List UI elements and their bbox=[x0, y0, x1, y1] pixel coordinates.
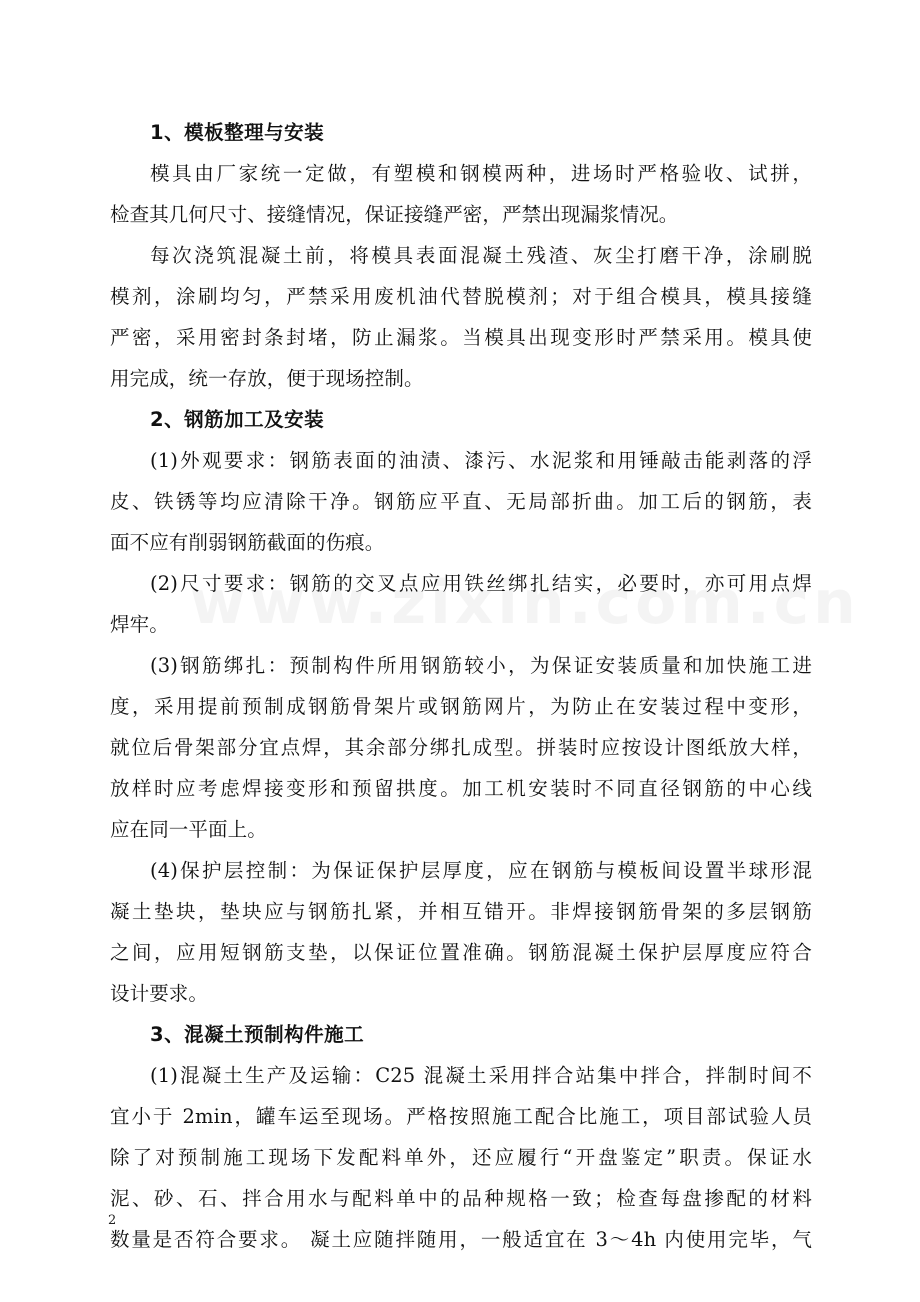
text-line: 用完成，统一存放，便于现场控制。 bbox=[110, 367, 424, 390]
text-line: 泥、砂、石、拌合用水与配料单中的品种规格一致；检查每盘掺配的材料 bbox=[110, 1187, 812, 1210]
text-line: 焊牢。 bbox=[110, 613, 169, 636]
text-line: (1)混凝土生产及运输：C25 混凝土采用拌合站集中拌合，拌制时间不 bbox=[150, 1064, 812, 1087]
text-line: 凝土垫块，垫块应与钢筋扎紧，并相互错开。非焊接钢筋骨架的多层钢筋 bbox=[110, 900, 812, 923]
text-line: (3)钢筋绑扎：预制构件所用钢筋较小，为保证安装质量和加快施工进 bbox=[150, 654, 812, 677]
page-number: 2 bbox=[108, 1213, 117, 1228]
paragraph bbox=[110, 645, 812, 850]
text-line: 除了对预制施工现场下发配料单外，还应履行“开盘鉴定”职责。保证水 bbox=[110, 1146, 812, 1169]
paragraph bbox=[110, 1055, 812, 1260]
text-line: 每次浇筑混凝土前，将模具表面混凝土残渣、灰尘打磨干净，涂刷脱 bbox=[150, 244, 812, 267]
text-line: (1)外观要求：钢筋表面的油渍、漆污、水泥浆和用锤敲击能剥落的浮 bbox=[150, 449, 812, 472]
section-heading-1: 1、模板整理与安装 bbox=[150, 121, 325, 144]
paragraph bbox=[110, 153, 812, 235]
text-line: 就位后骨架部分宜点焊，其余部分绑扎成型。拼装时应按设计图纸放大样， bbox=[110, 736, 812, 759]
paragraph bbox=[110, 235, 812, 399]
paragraph bbox=[110, 850, 812, 1014]
paragraph bbox=[110, 563, 812, 645]
section-heading-2: 2、钢筋加工及安装 bbox=[150, 408, 325, 431]
text-line: 之间，应用短钢筋支垫，以保证位置准确。钢筋混凝土保护层厚度应符合 bbox=[110, 941, 812, 964]
text-line: 严密，采用密封条封堵，防止漏浆。当模具出现变形时严禁采用。模具使 bbox=[110, 326, 812, 349]
text-line: (2)尺寸要求：钢筋的交叉点应用铁丝绑扎结实，必要时，亦可用点焊 bbox=[150, 572, 812, 595]
text-line: 模具由厂家统一定做，有塑模和钢模两种，进场时严格验收、试拼， bbox=[150, 162, 812, 185]
text-line: 应在同一平面上。 bbox=[110, 818, 267, 841]
text-line: (4)保护层控制：为保证保护层厚度，应在钢筋与模板间设置半球形混 bbox=[150, 859, 812, 882]
paragraph bbox=[110, 440, 812, 563]
text-line: 设计要求。 bbox=[110, 982, 209, 1005]
section-heading-3: 3、混凝土预制构件施工 bbox=[150, 1023, 365, 1046]
document-body bbox=[110, 112, 812, 1260]
text-line: 放样时应考虑焊接变形和预留拱度。加工机安装时不同直径钢筋的中心线 bbox=[110, 777, 812, 800]
text-line: 度，采用提前预制成钢筋骨架片或钢筋网片，为防止在安装过程中变形， bbox=[110, 695, 812, 718]
text-line: 宜小于 2min，罐车运至现场。严格按照施工配合比施工，项目部试验人员 bbox=[110, 1105, 812, 1128]
text-line: 数量是否符合要求。 凝土应随拌随用，一般适宜在 3～4h 内使用完毕，气 bbox=[110, 1228, 812, 1251]
text-line: 模剂，涂刷均匀，严禁采用废机油代替脱模剂；对于组合模具，模具接缝 bbox=[110, 285, 812, 308]
text-line: 检查其几何尺寸、接缝情况，保证接缝严密，严禁出现漏浆情况。 bbox=[110, 203, 679, 226]
text-line: 面不应有削弱钢筋截面的伤痕。 bbox=[110, 531, 385, 554]
text-line: 皮、铁锈等均应清除干净。钢筋应平直、无局部折曲。加工后的钢筋，表 bbox=[110, 490, 812, 513]
